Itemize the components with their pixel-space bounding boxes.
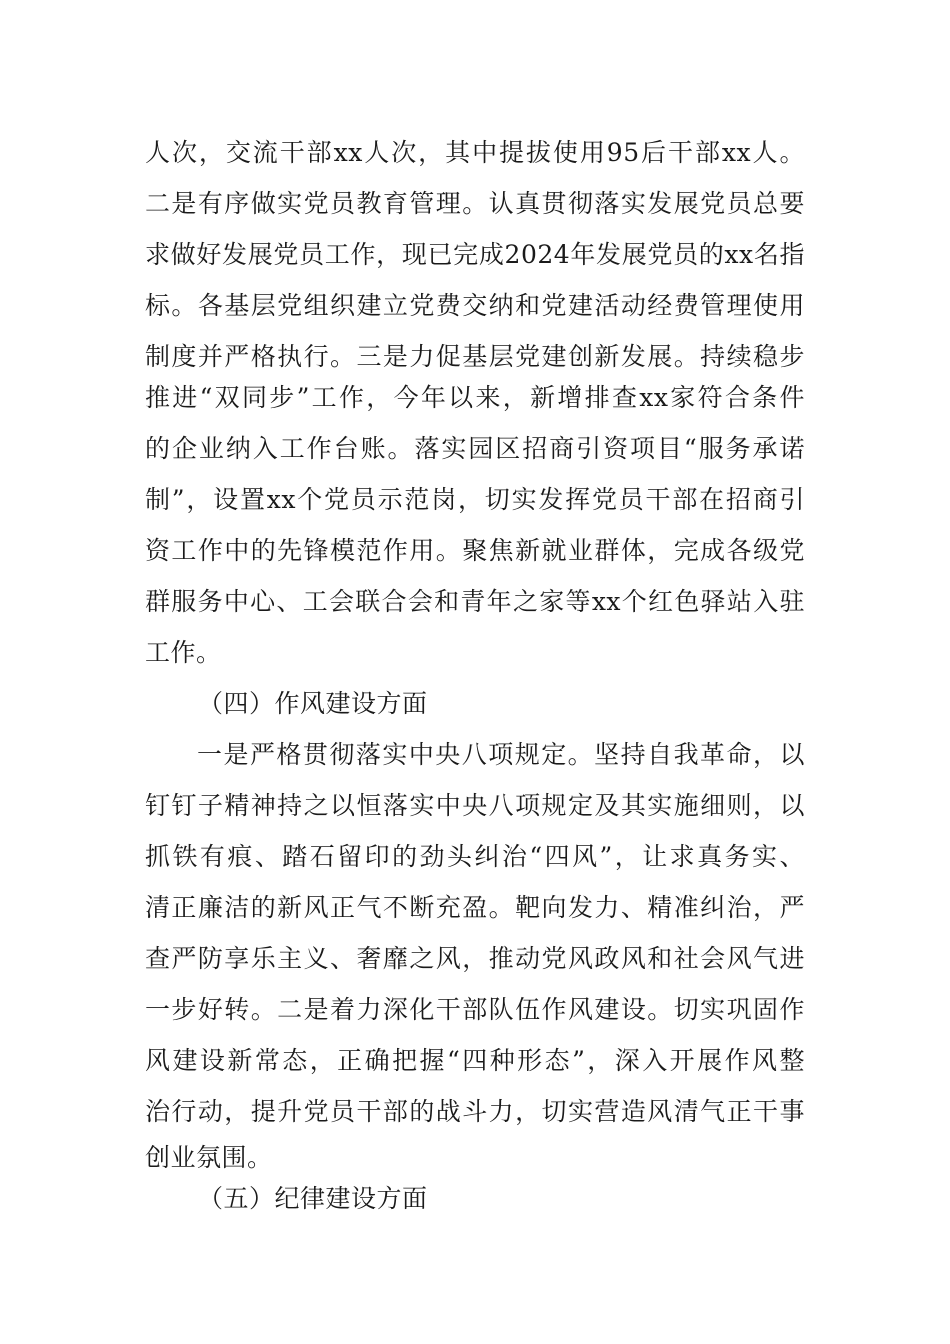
paragraph-line: 风建设新常态，正确把握“四种形态”，深入开展作风整 [145,1046,805,1075]
paragraph-line: 人次，交流干部xx人次，其中提拔使用95后干部xx人。 [145,138,805,167]
paragraph-line: 一步好转。二是着力深化干部队伍作风建设。切实巩固作 [145,995,805,1024]
paragraph-line: 清正廉洁的新风正气不断充盈。靶向发力、精准纠治，严 [145,893,805,922]
paragraph-line: 工作。 [145,638,222,667]
paragraph-line: 制”，设置xx个党员示范岗，切实发挥党员干部在招商引 [145,485,805,514]
paragraph-line: 制度并严格执行。三是力促基层党建创新发展。持续稳步 [145,342,805,371]
paragraph-line: 群服务中心、工会联合会和青年之家等xx个红色驿站入驻 [145,587,805,616]
paragraph-line: 钉钉子精神持之以恒落实中央八项规定及其实施细则，以 [145,791,805,820]
paragraph-line: 求做好发展党员工作，现已完成2024年发展党员的xx名指 [145,240,805,269]
paragraph-line: 查严防享乐主义、奢靡之风，推动党风政风和社会风气进 [145,944,805,973]
section-heading-4: （四）作风建设方面 [198,689,428,718]
paragraph-line: 创业氛围。 [145,1143,273,1172]
paragraph-line: 资工作中的先锋模范作用。聚焦新就业群体，完成各级党 [145,536,805,565]
paragraph-line: 抓铁有痕、踏石留印的劲头纠治“四风”，让求真务实、 [145,842,805,871]
paragraph-line: 的企业纳入工作台账。落实园区招商引资项目“服务承诺 [145,434,805,463]
paragraph-line: 一是严格贯彻落实中央八项规定。坚持自我革命，以 [197,740,805,769]
paragraph-line: 二是有序做实党员教育管理。认真贯彻落实发展党员总要 [145,189,805,218]
section-heading-5: （五）纪律建设方面 [198,1184,428,1213]
paragraph-line: 标。各基层党组织建立党费交纳和党建活动经费管理使用 [145,291,805,320]
paragraph-line: 推进“双同步”工作，今年以来，新增排查xx家符合条件 [145,383,805,412]
paragraph-line: 治行动，提升党员干部的战斗力，切实营造风清气正干事 [145,1097,805,1126]
